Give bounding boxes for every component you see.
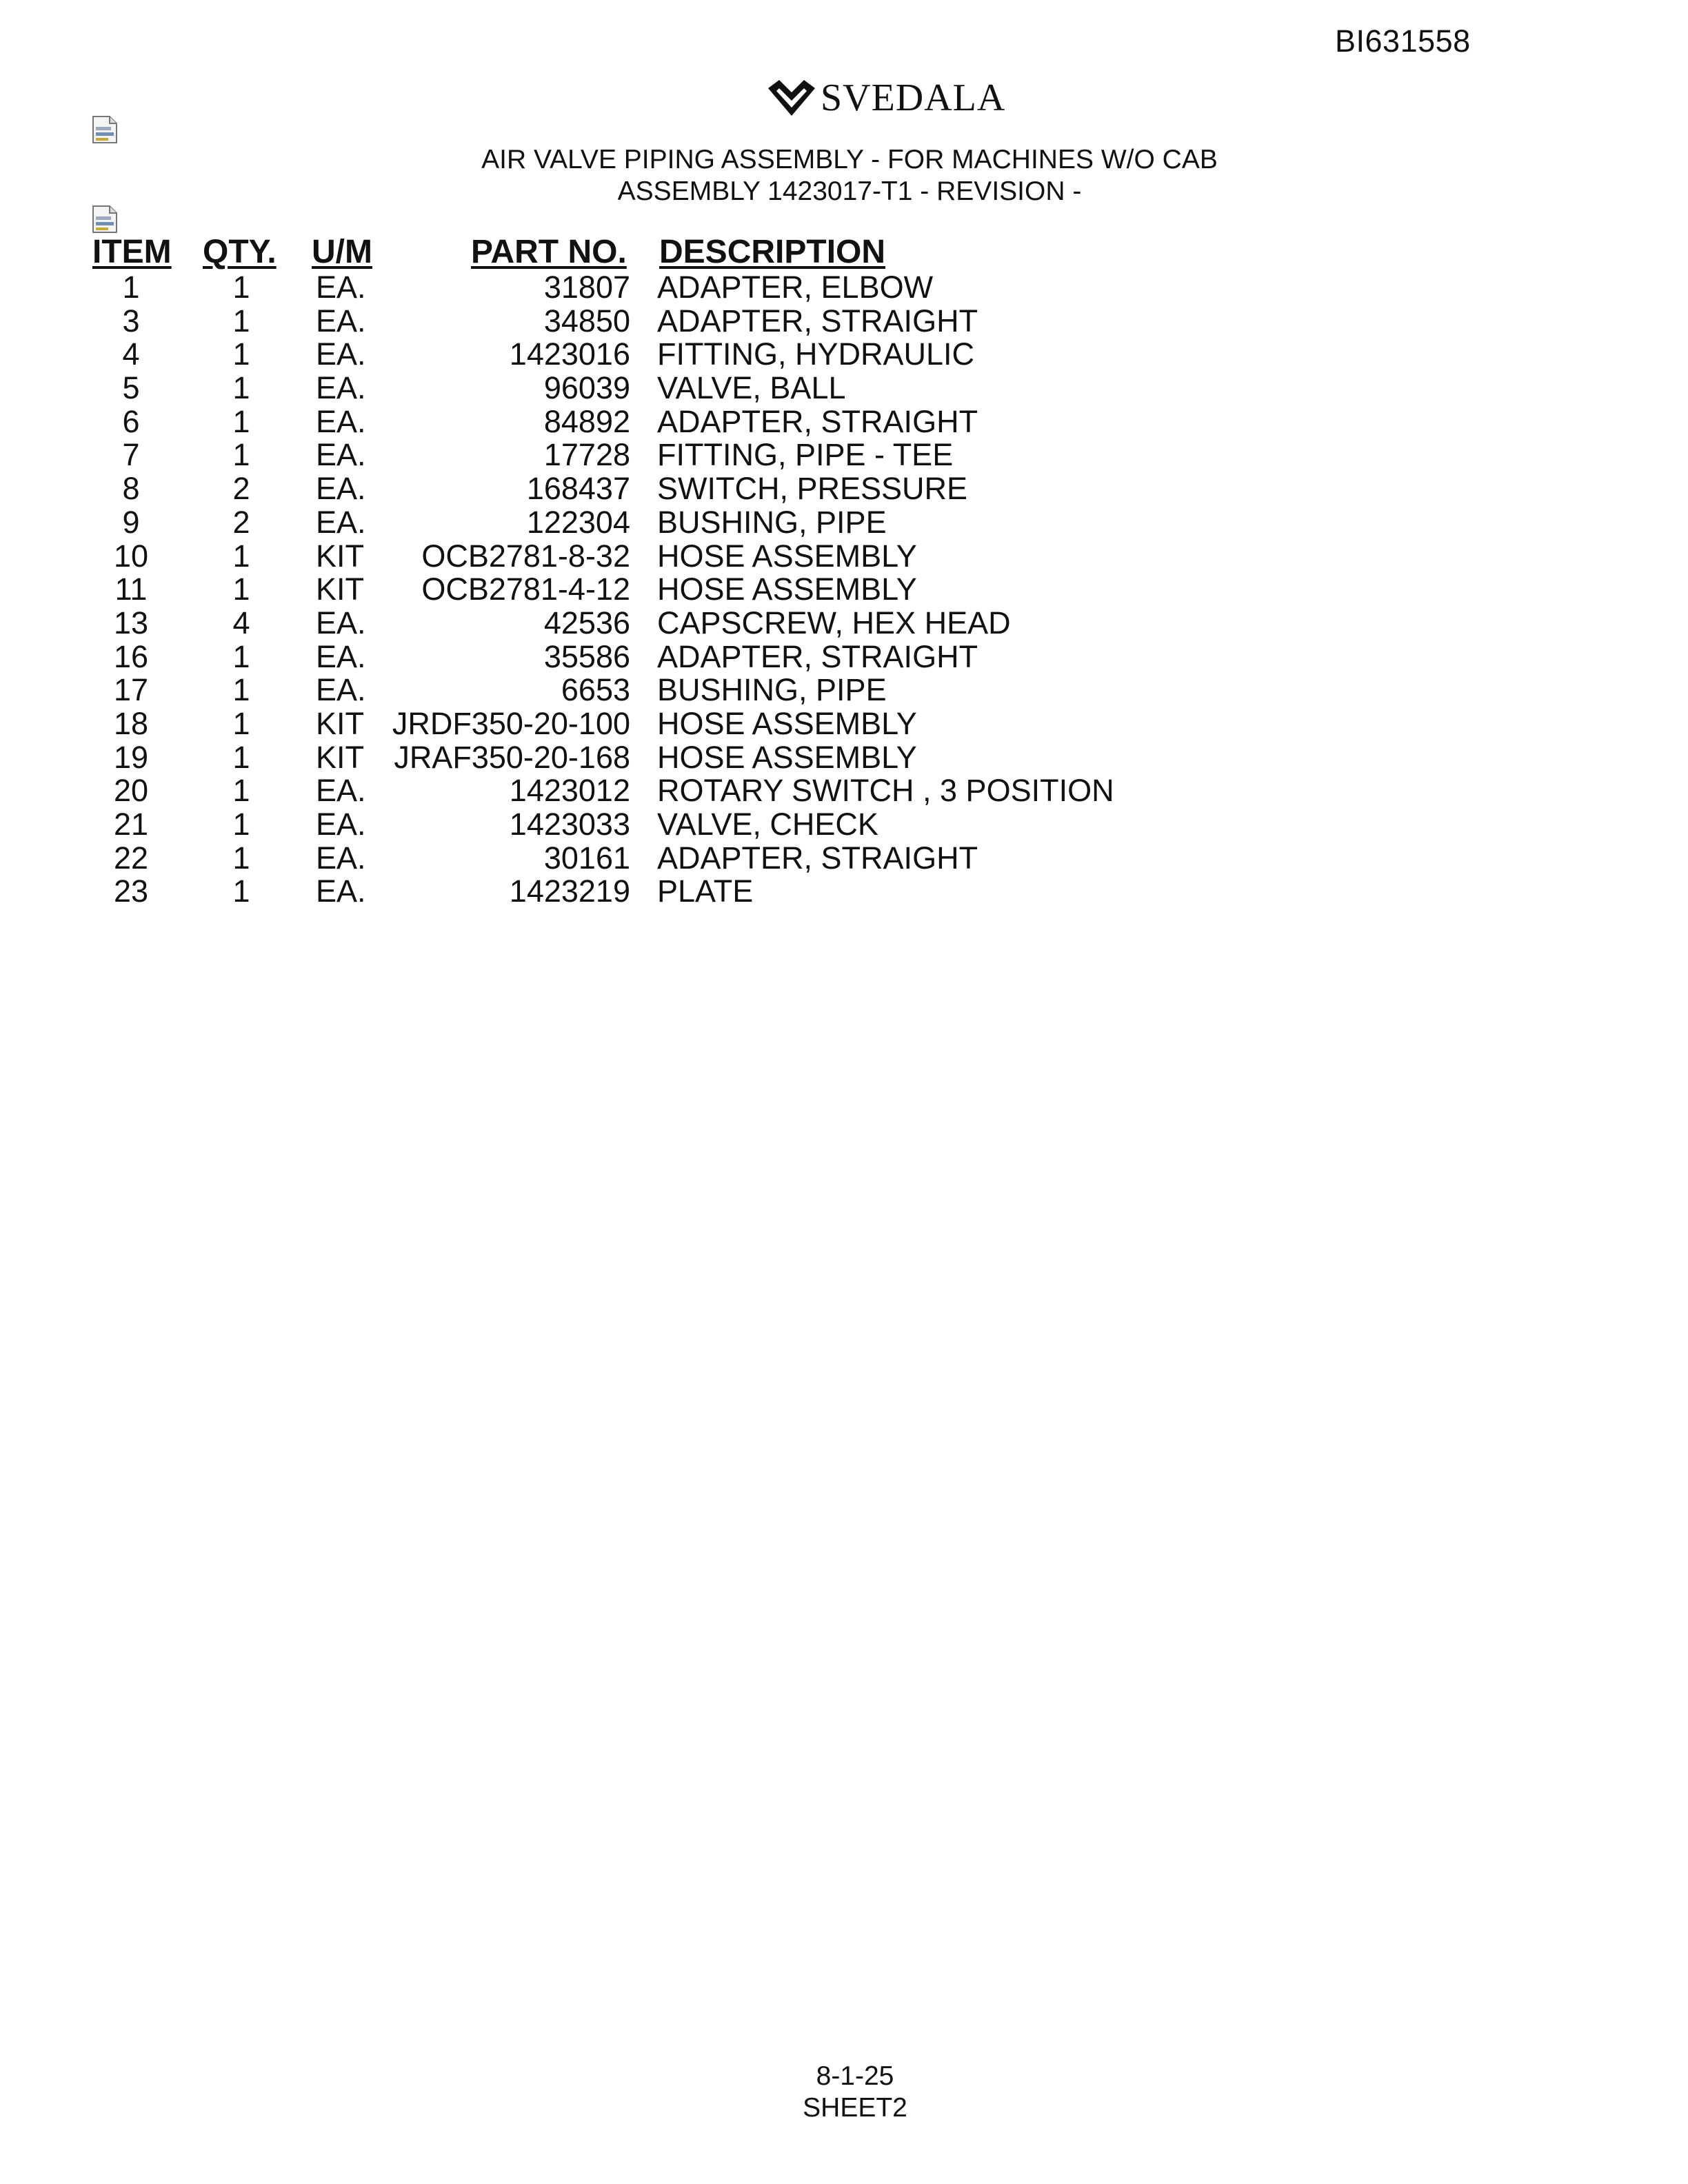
parts-table-body	[0, 271, 1688, 909]
table-row	[0, 842, 1688, 876]
um-cell: EA.	[316, 773, 366, 809]
qty-cell: 2	[232, 504, 250, 540]
qty-cell: 1	[232, 672, 250, 708]
table-row	[0, 271, 1688, 305]
table-row	[0, 640, 1688, 674]
item-cell: 6	[122, 403, 140, 439]
description-cell: BUSHING, PIPE	[657, 504, 887, 540]
table-row	[0, 506, 1688, 540]
part-no-cell: OCB2781-8-32	[421, 538, 630, 574]
description-cell: HOSE ASSEMBLY	[657, 705, 917, 741]
qty-cell: 1	[232, 336, 250, 372]
part-no-cell: OCB2781-4-12	[421, 572, 630, 607]
qty-cell: 2	[232, 471, 250, 507]
svedala-logo	[767, 76, 1005, 120]
description-cell: VALVE, CHECK	[657, 807, 878, 842]
description-cell: ROTARY SWITCH , 3 POSITION	[657, 773, 1114, 809]
description-cell: ADAPTER, STRAIGHT	[657, 638, 978, 674]
part-no-cell: 122304	[526, 504, 630, 540]
um-cell: EA.	[316, 303, 366, 338]
description-cell: ADAPTER, ELBOW	[657, 270, 934, 305]
um-cell: EA.	[316, 672, 366, 708]
um-cell: EA.	[316, 403, 366, 439]
item-cell: 4	[122, 336, 140, 372]
qty-cell: 1	[232, 572, 250, 607]
qty-cell: 1	[232, 538, 250, 574]
qty-cell: 1	[232, 873, 250, 909]
um-cell: EA.	[316, 605, 366, 640]
description-cell: BUSHING, PIPE	[657, 672, 887, 708]
part-no-cell: 1423219	[509, 873, 630, 909]
um-cell: KIT	[316, 572, 365, 607]
um-cell: EA.	[316, 840, 366, 876]
item-cell: 11	[114, 572, 148, 607]
item-cell: 22	[113, 840, 149, 876]
table-row	[0, 774, 1688, 808]
description-cell: FITTING, HYDRAULIC	[657, 336, 975, 372]
item-cell: 23	[113, 873, 149, 909]
table-row	[0, 607, 1688, 640]
embedded-file-icon[interactable]	[91, 204, 119, 234]
part-no-cell: 42536	[543, 605, 630, 640]
parts-table-header	[0, 233, 1688, 274]
part-no-cell: 96039	[543, 370, 630, 406]
table-row	[0, 808, 1688, 842]
item-cell: 5	[122, 370, 140, 406]
description-cell: FITTING, PIPE - TEE	[657, 437, 954, 473]
item-cell: 21	[113, 807, 149, 842]
item-cell: 9	[122, 504, 140, 540]
description-cell: ADAPTER, STRAIGHT	[657, 403, 978, 439]
qty-cell: 4	[232, 605, 250, 640]
qty-cell: 1	[232, 403, 250, 439]
part-no-cell: JRAF350-20-168	[394, 739, 630, 775]
sheet-label: SHEET2	[803, 2093, 907, 2123]
description-cell: HOSE ASSEMBLY	[657, 538, 917, 574]
table-row	[0, 540, 1688, 574]
table-row	[0, 472, 1688, 506]
part-no-cell: 34850	[543, 303, 630, 338]
table-row	[0, 372, 1688, 405]
table-row	[0, 405, 1688, 439]
logo-text: SVEDALA	[821, 77, 1006, 119]
part-no-cell: 1423016	[509, 336, 630, 372]
part-no-cell: 30161	[543, 840, 630, 876]
part-no-cell: 6653	[561, 672, 630, 708]
item-cell: 20	[113, 773, 149, 809]
description-cell: ADAPTER, STRAIGHT	[657, 840, 978, 876]
table-row	[0, 875, 1688, 909]
part-no-cell: 35586	[543, 638, 630, 674]
description-cell: SWITCH, PRESSURE	[657, 471, 968, 507]
document-id: BI631558	[1335, 23, 1471, 59]
um-cell: KIT	[316, 538, 365, 574]
um-cell: EA.	[316, 336, 366, 372]
table-row	[0, 438, 1688, 472]
qty-cell: 1	[232, 840, 250, 876]
item-cell: 3	[122, 303, 140, 338]
um-cell: EA.	[316, 807, 366, 842]
qty-cell: 1	[232, 303, 250, 338]
qty-cell: 1	[232, 739, 250, 775]
description-cell: PLATE	[657, 873, 754, 909]
table-row	[0, 338, 1688, 372]
um-cell: KIT	[316, 705, 365, 741]
item-cell: 18	[113, 705, 149, 741]
um-cell: EA.	[316, 504, 366, 540]
qty-cell: 1	[232, 638, 250, 674]
table-row	[0, 305, 1688, 338]
item-cell: 17	[113, 672, 149, 708]
part-no-cell: JRDF350-20-100	[392, 705, 630, 741]
um-cell: EA.	[316, 437, 366, 473]
table-row	[0, 707, 1688, 741]
description-cell: ADAPTER, STRAIGHT	[657, 303, 978, 338]
document-subtitle: ASSEMBLY 1423017-T1 - REVISION -	[617, 176, 1082, 206]
um-cell: EA.	[316, 370, 366, 406]
svedala-logo-mark	[767, 79, 816, 117]
item-cell: 8	[122, 471, 140, 507]
document-title: AIR VALVE PIPING ASSEMBLY - FOR MACHINES W/O CAB	[481, 145, 1218, 174]
qty-cell: 1	[232, 807, 250, 842]
table-row	[0, 674, 1688, 707]
um-cell: EA.	[316, 471, 366, 507]
header-part-no: PART NO.	[471, 234, 627, 270]
um-cell: EA.	[316, 638, 366, 674]
page-reference: 8-1-25	[816, 2061, 894, 2091]
qty-cell: 1	[232, 773, 250, 809]
part-no-cell: 84892	[543, 403, 630, 439]
item-cell: 7	[122, 437, 140, 473]
qty-cell: 1	[232, 270, 250, 305]
item-cell: 1	[122, 270, 140, 305]
item-cell: 10	[113, 538, 149, 574]
um-cell: EA.	[316, 873, 366, 909]
um-cell: EA.	[316, 270, 366, 305]
embedded-file-icon[interactable]	[91, 114, 119, 145]
header-qty: QTY.	[203, 234, 277, 270]
description-cell: CAPSCREW, HEX HEAD	[657, 605, 1011, 640]
item-cell: 16	[113, 638, 149, 674]
description-cell: VALVE, BALL	[657, 370, 846, 406]
table-row	[0, 741, 1688, 775]
header-description: DESCRIPTION	[659, 234, 886, 270]
description-cell: HOSE ASSEMBLY	[657, 739, 917, 775]
description-cell: HOSE ASSEMBLY	[657, 572, 917, 607]
table-row	[0, 573, 1688, 607]
qty-cell: 1	[232, 370, 250, 406]
um-cell: KIT	[316, 739, 365, 775]
item-cell: 13	[113, 605, 149, 640]
part-no-cell: 168437	[526, 471, 630, 507]
qty-cell: 1	[232, 437, 250, 473]
part-no-cell: 31807	[543, 270, 630, 305]
part-no-cell: 17728	[543, 437, 630, 473]
item-cell: 19	[113, 739, 149, 775]
part-no-cell: 1423033	[509, 807, 630, 842]
header-um: U/M	[312, 234, 372, 270]
part-no-cell: 1423012	[509, 773, 630, 809]
qty-cell: 1	[232, 705, 250, 741]
header-item: ITEM	[92, 234, 172, 270]
